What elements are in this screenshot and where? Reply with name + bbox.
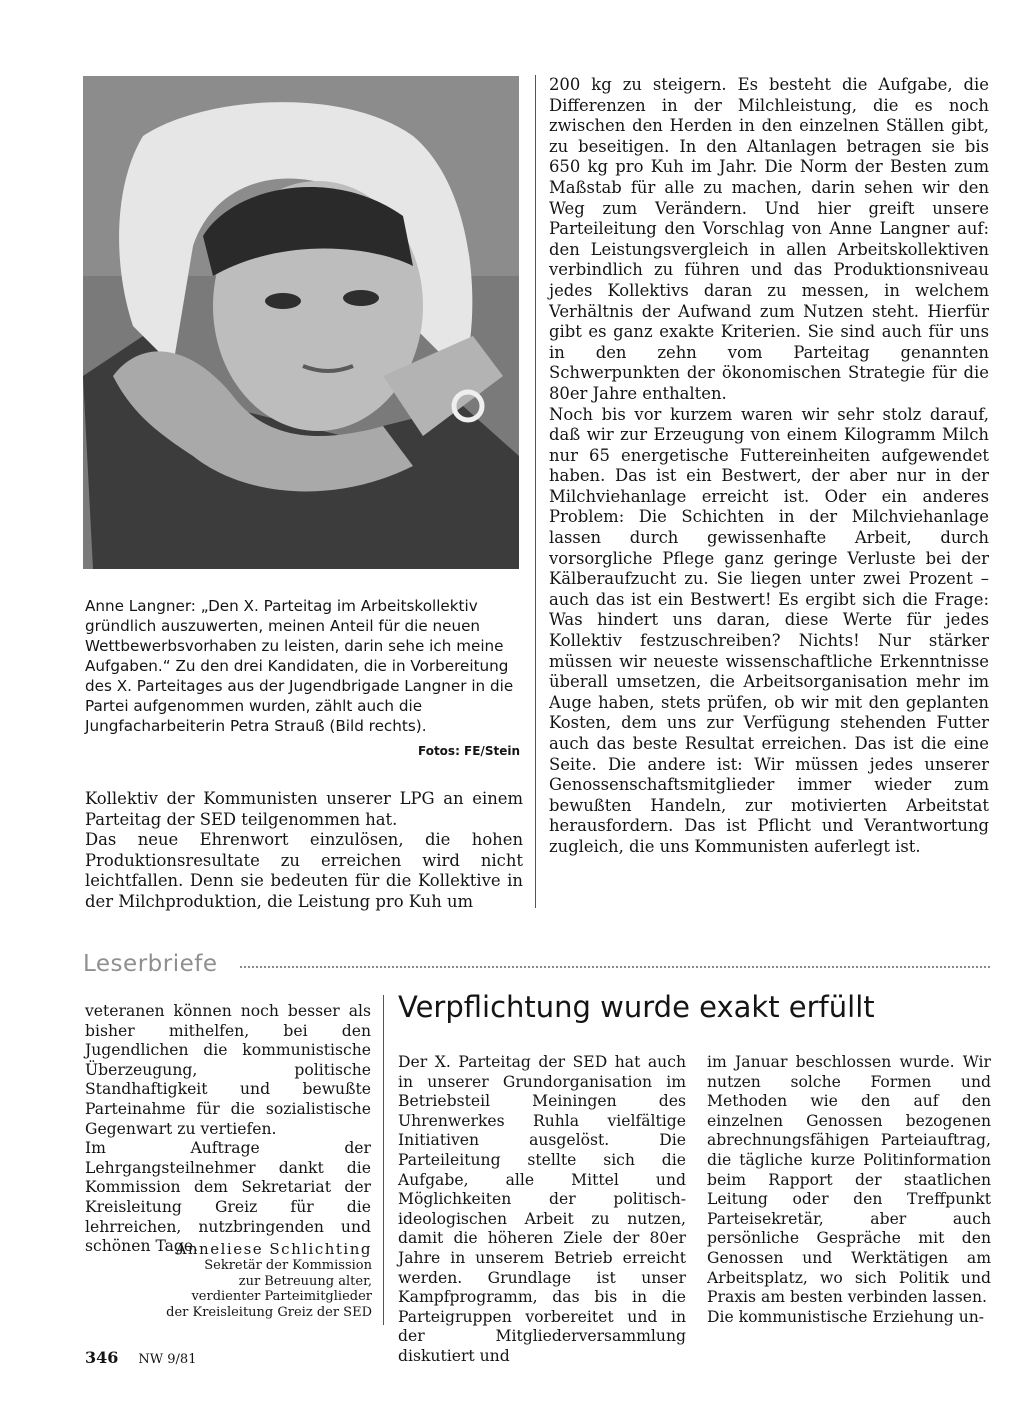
article-column-right	[549, 75, 989, 858]
page-footer	[85, 1348, 196, 1367]
portrait-photo	[83, 76, 519, 569]
article-headline: Verpflichtung wurde exakt erfüllt	[398, 990, 875, 1024]
article-paragraph: im Januar beschlossen wurde. Wir nutzen solche Formen und Methoden wie den auf den einzelnen Genossen bezogenen abrechnungsfähigen Parteiauftrag, die tägliche kurze Politinformation beim Rapport der staatlichen Leitung oder den Treffpunkt Parteisekretär, aber auch persönliche Gespräche mit den Genossen und Werktätigen am Arbeitsplatz, wo sich Politik und Praxis am besten verbinden lassen.	[707, 1053, 991, 1307]
section-rule	[240, 966, 990, 971]
signature-role: zur Betreuung alter,	[238, 1273, 372, 1289]
article-column-left	[85, 789, 523, 913]
column-divider	[383, 995, 384, 1325]
letter-signature	[100, 1240, 372, 1320]
article-column	[398, 1053, 686, 1367]
letter-paragraph: veteranen können noch besser als bisher mithelfen, bei den Jugendlichen die kommunistische Überzeugung, politische Standhaftigkeit und bewußte Parteinahme für die sozialistische Gegenwart zu vertiefen.	[85, 1002, 371, 1138]
signature-role: Sekretär der Kommission	[204, 1258, 372, 1273]
article-paragraph: Kollektiv der Kommunisten unserer LPG an einem Parteitag der SED teilgenommen hat.	[85, 789, 523, 829]
page-number: 346	[85, 1348, 119, 1367]
article-paragraph: 200 kg zu steigern. Es besteht die Aufgabe, die Differenzen in der Milchleistung, die es noch zwischen den Herden in den einzelnen Ställen gibt, zu beseitigen. In den Altanlagen betragen sie bis 650 kg pro Kuh im Jahr. Die Norm der Besten zum Maßstab für alle zu machen, darin sehen wir den Weg zum Verändern. Und hier greift unsere Parteileitung den Vorschlag von Anne Langner auf: den Leistungsvergleich in allen Arbeitskollektiven verbindlich zu führen und das Produktionsniveau jedes Kollektivs daran zu messen, in welchem Verhältnis der Aufwand zum Nutzen steht. Hierfür gibt es ganz exakte Kriterien. Sie sind auch für uns in den zehn vom Parteitag genannten Schwerpunkten der ökonomischen Strategie für die 80er Jahre enthalten.	[549, 75, 989, 403]
signature-role: der Kreisleitung Greiz der SED	[166, 1304, 372, 1320]
issue-label: NW 9/81	[138, 1352, 197, 1367]
photo-caption: Anne Langner: „Den X. Parteitag im Arbeitskollektiv gründlich auszuwerten, meinen Anteil für die neuen Wettbewerbsvorhaben zu leisten, darin sehe ich meine Aufgaben.“ Zu den drei Kandidaten, die in Vorbereitung des X. Parteitages aus der Jugendbrigade Langner in die Partei aufgenommen wurden, zählt auch die Jungfacharbeiterin Petra Strauß (Bild rechts).	[85, 597, 514, 735]
article-paragraph: Noch bis vor kurzem waren wir sehr stolz darauf, daß wir zur Erzeugung von einem Kilogramm Milch nur 65 energetische Futtereinheiten aufgewendet haben. Das ist ein Bestwert, der aber nur in der Milchviehanlage erreicht ist. Oder ein anderes Problem: Die Schichten in der Milchviehanlage lassen durch gewissenhafte Arbeit, durch vorsorgliche Pflege ganz geringe Verluste bei der Kälberaufzucht zu. Sie liegen unter zwei Prozent – auch das ist ein Bestwert! Es ergibt sich die Frage: Was hindert uns daran, diese Werte für jedes Kollektiv festzuschreiben? Nichts! Nur stärker müssen wir neueste wissenschaftliche Erkenntnisse überall umsetzen, die Arbeitsorganisation mehr im Auge haben, stets prüfen, ob wir mit den geplanten Kosten, dem uns zur Verfügung stehenden Futter auch das beste Resultat erreichen. Das ist die eine Seite. Die andere ist: Wir müssen jedes unserer Genossenschaftsmitglieder immer wieder zum bewußten Handeln, zur motivierten Arbeitstat herausfordern. Das ist Pflicht und Verantwortung zugleich, die uns Kommunisten auferlegt ist.	[549, 404, 989, 856]
portrait-illustration	[83, 76, 519, 569]
signature-name: Anneliese Schlichting	[175, 1240, 372, 1258]
article-paragraph: Die kommunistische Erziehung un-	[707, 1307, 985, 1326]
article-paragraph: Das neue Ehrenwort einzulösen, die hohen Produktionsresultate zu erreichen wird nicht leichtfallen. Denn sie bedeuten für die Kollektive in der Milchproduktion, die Leistung pro Kuh um	[85, 830, 523, 911]
signature-role: verdienter Parteimitglieder	[191, 1289, 372, 1304]
section-label: Leserbriefe	[83, 951, 218, 977]
column-divider	[535, 75, 536, 908]
article-paragraph: Der X. Parteitag der SED hat auch in unserer Grundorganisation im Betriebsteil Meiningen des Uhrenwerkes Ruhla vielfältige Initiativen ausgelöst. Die Parteileitung stellte sich die Aufgabe, alle Mittel und Möglichkeiten der politisch-ideologischen Arbeit zu nutzen, damit die höheren Ziele der 80er Jahre in unserem Betrieb erreicht werden. Grundlage ist unser Kampfprogramm, das bis in die Parteigruppen vorbereitet und in der Mitgliederversammlung diskutiert und	[398, 1053, 686, 1365]
photo-credit: Fotos: FE/Stein	[417, 744, 520, 758]
letter-paragraph: Im Auftrage der Lehrgangsteilnehmer dankt die Kommission dem Sekretariat der Kreisleitung Greiz für die lehrreichen, nutzbringenden und schönen Tage.	[85, 1139, 371, 1256]
article-column	[707, 1053, 991, 1327]
letter-column	[85, 1002, 371, 1257]
